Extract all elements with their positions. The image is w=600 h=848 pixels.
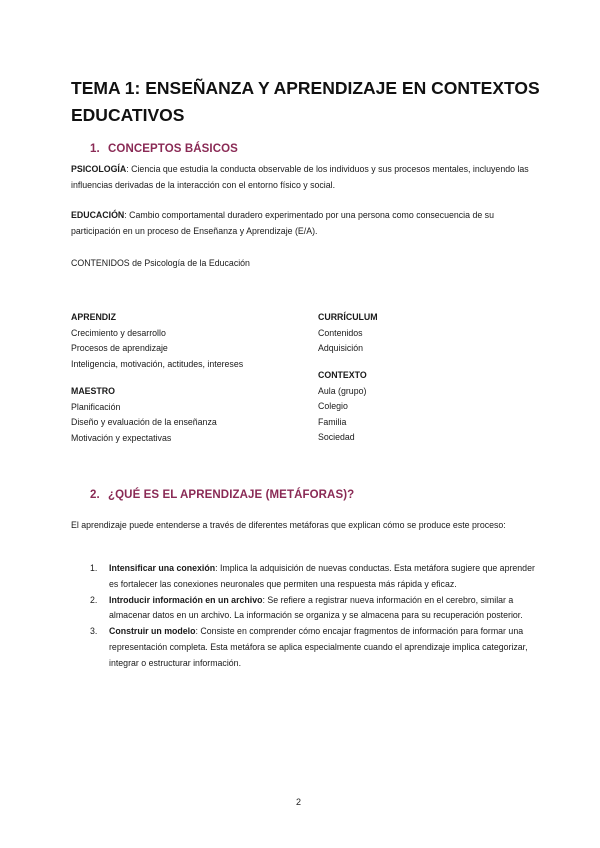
section-1-heading (90, 143, 238, 155)
list-item: Diseño y evaluación de la enseñanza (71, 417, 217, 428)
contexto-column (318, 368, 518, 446)
aprendiz-column (71, 310, 301, 372)
list-item: Adquisición (318, 343, 363, 354)
aprendiz-heading: APRENDIZ (71, 312, 116, 322)
list-item: Procesos de aprendizaje (71, 343, 168, 354)
section-1-title: CONCEPTOS BÁSICOS (108, 143, 238, 155)
list-item: Colegio (318, 401, 348, 412)
metaphor-item (90, 561, 535, 593)
metaphor-term: Intensificar una conexión (109, 563, 216, 573)
metaphor-text: : Consiste en comprender cómo encajar fragmentos de información para formar una representación completa. Esta metáfora se aplica especialmente cuando el aprendizaje implica categorizar, integrar o estructurar información. (109, 626, 528, 668)
list-item: Aula (grupo) (318, 385, 367, 396)
maestro-heading: MAESTRO (71, 386, 115, 396)
metaphor-item (90, 593, 535, 625)
contents-label: CONTENIDOS de Psicología de la Educación (71, 258, 250, 268)
list-item: Planificación (71, 401, 121, 412)
item-number: 3. (90, 626, 98, 637)
list-item: Motivación y expectativas (71, 432, 172, 443)
list-item: Crecimiento y desarrollo (71, 327, 166, 338)
list-item: Sociedad (318, 432, 355, 443)
page-number: 2 (296, 797, 302, 807)
section-2-number: 2. (90, 489, 100, 501)
definition-psicologia (71, 161, 531, 193)
section-2-heading (90, 489, 354, 501)
list-item: Inteligencia, motivación, actitudes, intereses (71, 358, 244, 369)
item-number: 2. (90, 594, 98, 605)
definition-educacion (71, 207, 531, 239)
metaphor-item (90, 624, 535, 671)
curriculum-column (318, 310, 518, 357)
page-title: TEMA 1: ENSEÑANZA Y APRENDIZAJE EN CONTEXTOS EDUCATIVOS (71, 78, 540, 125)
contexto-heading: CONTEXTO (318, 370, 367, 380)
metaphor-term: Construir un modelo (109, 626, 196, 637)
maestro-column (71, 384, 301, 446)
term-educacion: EDUCACIÓN (71, 210, 125, 220)
metaphor-term: Introducir información en un archivo (109, 594, 263, 605)
definition-psicologia-text: : Ciencia que estudia la conducta observable de los individuos y sus procesos mentales, incluyendo las influencias derivadas de la interacción con el entorno físico y social. (71, 164, 529, 190)
list-item: Familia (318, 416, 347, 427)
item-number: 1. (90, 563, 98, 573)
list-item: Contenidos (318, 327, 363, 338)
term-psicologia: PSICOLOGÍA (71, 164, 127, 174)
metaphor-list (90, 561, 535, 672)
metaphor-text: : Implica la adquisición de nuevas conductas. Esta metáfora sugiere que aprender es fortalecer las conexiones neuronales que permiten una respuesta más rápida y eficaz. (109, 563, 535, 589)
section-2-title: ¿QUÉ ES EL APRENDIZAJE (METÁFORAS)? (108, 489, 355, 501)
curriculum-heading: CURRÍCULUM (318, 312, 378, 322)
section-2-intro: El aprendizaje puede entenderse a través de diferentes metáforas que explican cómo se produce este proceso: (71, 520, 506, 530)
section-1-number: 1. (90, 143, 100, 155)
definition-educacion-text: : Cambio comportamental duradero experimentado por una persona como consecuencia de su participación en un proceso de Enseñanza y Aprendizaje (E/A). (71, 210, 494, 236)
metaphor-text: : Se refiere a registrar nueva información en el cerebro, similar a almacenar datos en un archivo. La información se organiza y se almacena para su recuperación posterior. (109, 594, 523, 621)
